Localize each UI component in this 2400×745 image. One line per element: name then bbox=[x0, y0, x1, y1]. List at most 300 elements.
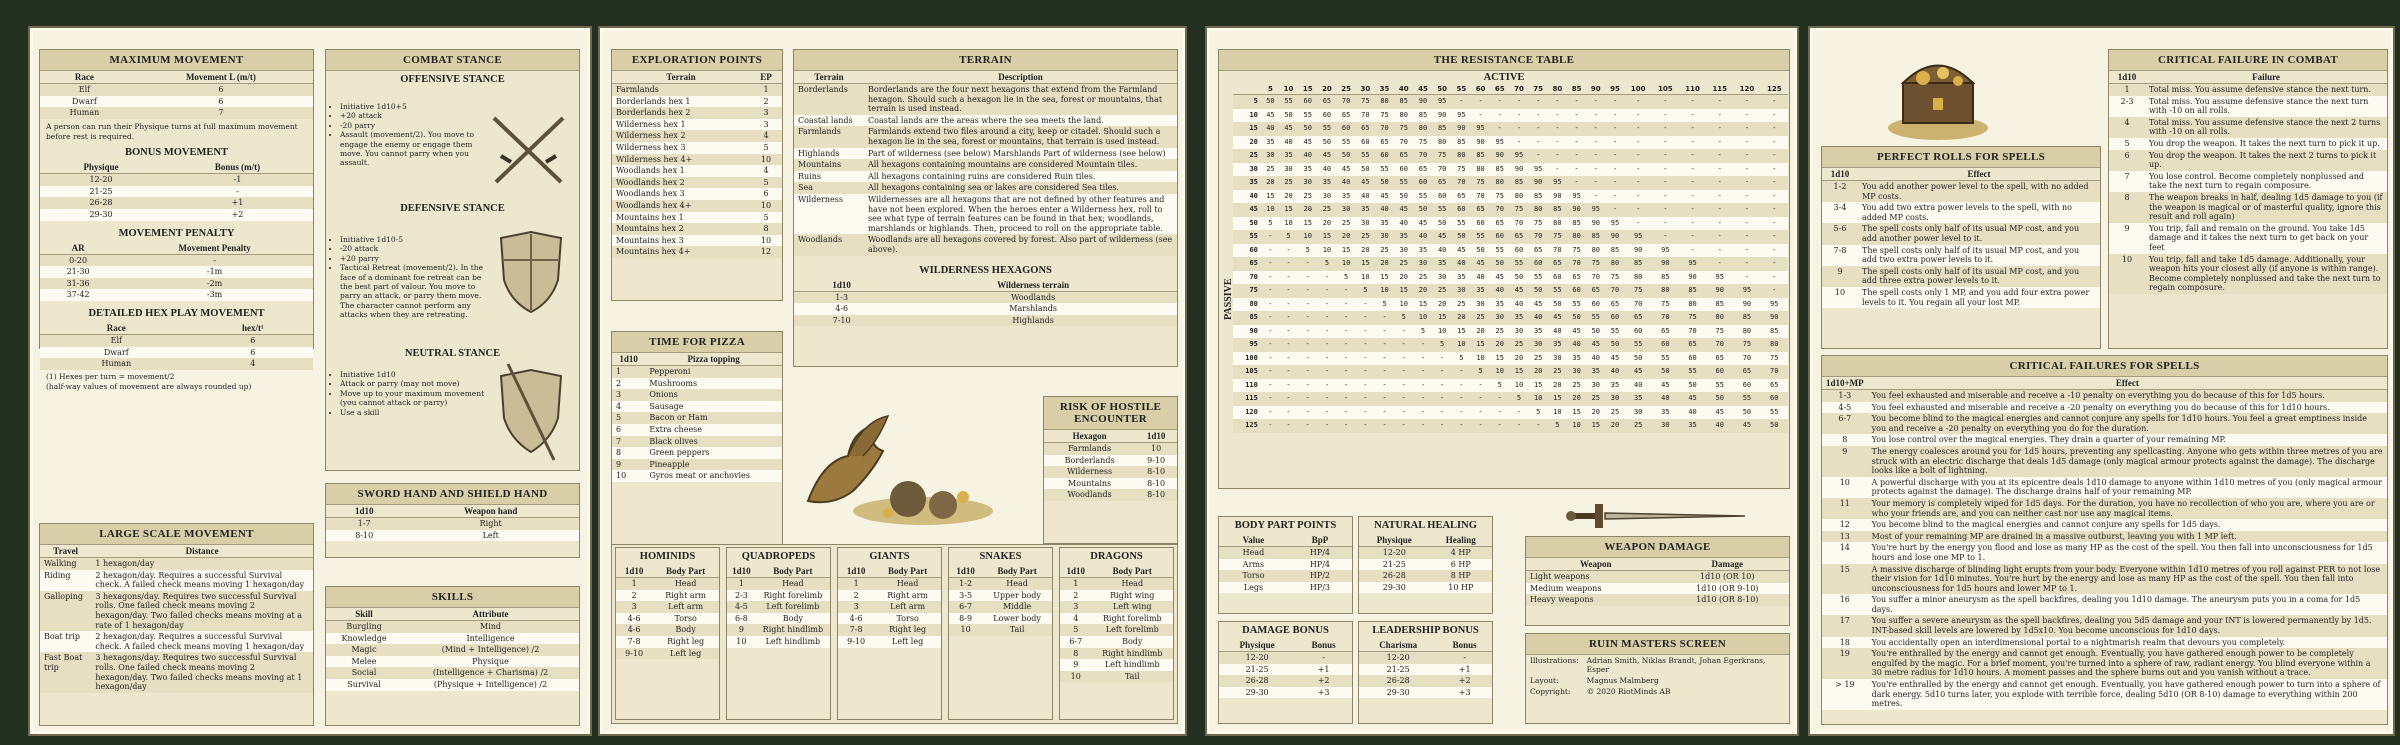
table-cell: 50 bbox=[1706, 392, 1733, 406]
table-cell: 15 bbox=[1317, 230, 1336, 244]
giants-table bbox=[838, 565, 941, 648]
table-cell: 40 bbox=[1279, 136, 1298, 150]
col-header: Terrain bbox=[612, 71, 750, 84]
table-cell: 65 bbox=[1433, 176, 1452, 190]
table-cell: 30 bbox=[1394, 244, 1413, 258]
table-row bbox=[1359, 652, 1492, 664]
table-cell: 20 bbox=[1509, 352, 1528, 366]
table-cell: 80 bbox=[1529, 203, 1548, 217]
table-cell: 6-7 bbox=[1822, 413, 1868, 434]
table-cell: 65 bbox=[1625, 311, 1652, 325]
table-row bbox=[1822, 413, 2387, 434]
table-cell: - bbox=[1279, 392, 1298, 406]
resistance-block bbox=[1218, 49, 1790, 489]
table-cell: - bbox=[1433, 365, 1452, 379]
col-header: Bonus bbox=[1437, 639, 1492, 652]
table-cell: Farmlands bbox=[612, 84, 750, 96]
table-cell: 25 bbox=[1394, 257, 1413, 271]
table-cell: - bbox=[1509, 109, 1528, 123]
table-cell: 65 bbox=[1706, 352, 1733, 366]
table-cell: 1 bbox=[1060, 578, 1092, 590]
body-points-block bbox=[1218, 516, 1353, 614]
table-cell: 60 bbox=[1452, 203, 1471, 217]
table-cell: 80 bbox=[1509, 190, 1528, 204]
table-cell: 1d10 (OR 9-10) bbox=[1666, 583, 1789, 595]
table-cell: 95 bbox=[1452, 109, 1471, 123]
table-cell: - bbox=[162, 186, 313, 198]
table-cell: - bbox=[1298, 365, 1317, 379]
table-cell: 35 bbox=[1413, 244, 1432, 258]
table-cell: Right hindlimb bbox=[756, 624, 830, 636]
table-cell: - bbox=[1605, 95, 1624, 109]
table-cell: 90 bbox=[1733, 298, 1760, 312]
table-cell: (Physique + Intelligence) /2 bbox=[402, 679, 579, 691]
table-row bbox=[612, 177, 782, 189]
table-cell: 55 bbox=[1625, 338, 1652, 352]
list-item: • Initiative 1d10-5 bbox=[340, 235, 486, 244]
table-row bbox=[1526, 594, 1789, 606]
table-cell: - bbox=[1356, 311, 1375, 325]
table-cell: - bbox=[1437, 652, 1492, 664]
table-cell: 90 bbox=[1761, 311, 1788, 325]
table-cell: Head bbox=[1092, 578, 1173, 590]
table-cell: 8 bbox=[2109, 192, 2145, 223]
table-cell: - bbox=[1509, 136, 1528, 150]
table-cell: Left leg bbox=[652, 648, 719, 660]
credits-table bbox=[1526, 655, 1789, 697]
hex-play-table bbox=[40, 322, 313, 370]
table-cell: 40 bbox=[1471, 271, 1490, 285]
col-header: 85 bbox=[1567, 84, 1586, 95]
table-cell: - bbox=[1652, 149, 1679, 163]
table-cell: 35 bbox=[1233, 176, 1262, 190]
table-cell: - bbox=[1706, 230, 1733, 244]
table-cell: 25 bbox=[1375, 244, 1394, 258]
table-cell: - bbox=[1529, 136, 1548, 150]
col-header: Movement Penalty bbox=[116, 242, 313, 255]
table-row bbox=[1822, 542, 2387, 563]
table-cell: - bbox=[1317, 352, 1336, 366]
table-cell: 70 bbox=[1652, 311, 1679, 325]
table-cell: - bbox=[1317, 379, 1336, 393]
table-cell: HP/2 bbox=[1288, 570, 1352, 582]
table-cell: 85 bbox=[1586, 230, 1605, 244]
table-cell: 70 bbox=[1356, 109, 1375, 123]
table-cell: 55 bbox=[1761, 406, 1788, 420]
table-cell: - bbox=[1317, 406, 1336, 420]
table-cell: 75 bbox=[1233, 284, 1262, 298]
table-cell: - bbox=[1761, 109, 1788, 123]
table-cell: Total miss. You assume defensive stance the next 2 turns with -10 on all rolls. bbox=[2145, 117, 2387, 138]
table-row bbox=[1822, 531, 2387, 543]
table-cell: 15 bbox=[1529, 379, 1548, 393]
table-cell: Magic bbox=[326, 644, 402, 656]
table-cell: 40 bbox=[1706, 419, 1733, 433]
table-cell: 30 bbox=[1262, 149, 1279, 163]
table-cell: - bbox=[1761, 95, 1788, 109]
table-cell: - bbox=[1433, 379, 1452, 393]
col-header: 115 bbox=[1706, 84, 1733, 95]
resistance-passive-label: PASSIVE bbox=[1223, 278, 1234, 320]
table-cell: 10 bbox=[1262, 203, 1279, 217]
table-cell: - bbox=[1433, 392, 1452, 406]
table-cell: Woodlands hex 4+ bbox=[612, 200, 750, 212]
table-cell: 60 bbox=[1652, 338, 1679, 352]
table-cell: 5-6 bbox=[1822, 223, 1858, 244]
table-cell: 75 bbox=[1394, 122, 1413, 136]
table-cell: You add two extra power levels to the spell, with no added MP costs. bbox=[1858, 202, 2100, 223]
table-cell: 35 bbox=[1337, 190, 1356, 204]
table-cell: 35 bbox=[1490, 298, 1509, 312]
table-cell: 45 bbox=[1706, 406, 1733, 420]
table-cell: +1 bbox=[162, 197, 313, 209]
table-cell: 4-6 bbox=[616, 613, 652, 625]
table-cell: 50 bbox=[1375, 176, 1394, 190]
table-cell: 7 bbox=[129, 107, 313, 119]
table-cell: 5 bbox=[750, 212, 782, 224]
table-cell: - bbox=[1337, 406, 1356, 420]
table-cell: - bbox=[1298, 392, 1317, 406]
table-cell: Head bbox=[982, 578, 1052, 590]
table-cell: 30 bbox=[1529, 338, 1548, 352]
table-cell: +2 bbox=[162, 209, 313, 221]
table-cell: 5 bbox=[1337, 271, 1356, 285]
table-cell: 35 bbox=[1509, 311, 1528, 325]
table-cell: 80 bbox=[1471, 163, 1490, 177]
table-cell: Right arm bbox=[874, 590, 941, 602]
table-cell: 70 bbox=[1490, 203, 1509, 217]
table-cell: 55 bbox=[1652, 352, 1679, 366]
col-header: 1d10 bbox=[2109, 71, 2145, 84]
table-cell: You feel exhausted and miserable and receive a -10 penalty on everything you do because of this for 1d5 hours. bbox=[1868, 390, 2387, 402]
table-cell: 90 bbox=[1548, 190, 1567, 204]
table-cell: 40 bbox=[1356, 190, 1375, 204]
table-cell: - bbox=[1652, 136, 1679, 150]
table-cell: - bbox=[1279, 365, 1298, 379]
table-cell: 8 bbox=[1060, 648, 1092, 660]
table-cell: 65 bbox=[1452, 190, 1471, 204]
table-cell: Wilderness hex 1 bbox=[612, 119, 750, 131]
table-cell: 50 bbox=[1652, 365, 1679, 379]
table-cell: - bbox=[1262, 271, 1279, 285]
hex-play-note-2: (half-way values of movement are always rounded up) bbox=[46, 381, 252, 391]
table-cell: 4-5 bbox=[727, 601, 756, 613]
table-cell: 21-25 bbox=[1219, 664, 1295, 676]
table-cell: - bbox=[1262, 230, 1279, 244]
table-cell: The spell costs only half of its usual MP cost, and you add another power level to it. bbox=[1858, 223, 2100, 244]
snakes-title: SNAKES bbox=[979, 551, 1022, 562]
table-row bbox=[1233, 379, 1788, 393]
table-cell: - bbox=[1706, 136, 1733, 150]
table-cell: 70 bbox=[1509, 217, 1528, 231]
table-cell: 29-30 bbox=[1359, 687, 1437, 699]
table-cell: - bbox=[1356, 298, 1375, 312]
table-cell: 75 bbox=[1452, 163, 1471, 177]
list-item: • Initiative 1d10 bbox=[340, 370, 486, 379]
table-row bbox=[612, 401, 782, 413]
table-row bbox=[949, 613, 1052, 625]
table-cell: 65 bbox=[1567, 271, 1586, 285]
table-cell: 10 bbox=[2109, 254, 2145, 294]
table-row bbox=[326, 679, 579, 691]
table-cell: - bbox=[1548, 122, 1567, 136]
table-cell: 8-10 bbox=[326, 530, 402, 542]
table-cell: 95 bbox=[1233, 338, 1262, 352]
table-cell: 95 bbox=[1605, 217, 1624, 231]
table-cell: 5 bbox=[1490, 379, 1509, 393]
table-cell: Body bbox=[1092, 636, 1173, 648]
table-cell: 25 bbox=[1279, 176, 1298, 190]
table-cell: 25 bbox=[1433, 284, 1452, 298]
table-cell: 50 bbox=[1490, 257, 1509, 271]
table-cell: 40 bbox=[1509, 298, 1528, 312]
table-cell: Burgling bbox=[326, 621, 402, 633]
table-cell: 10 bbox=[612, 470, 645, 482]
table-cell: - bbox=[1625, 136, 1652, 150]
table-cell: - bbox=[1706, 149, 1733, 163]
terrain-title: TERRAIN bbox=[794, 50, 1177, 71]
table-cell: 60 bbox=[1605, 311, 1624, 325]
table-cell: - bbox=[1761, 149, 1788, 163]
table-row bbox=[40, 96, 313, 108]
table-cell: 4-5 bbox=[1822, 402, 1868, 414]
table-cell: 35 bbox=[1471, 284, 1490, 298]
table-row bbox=[612, 212, 782, 224]
table-cell: 60 bbox=[1567, 284, 1586, 298]
table-cell: 55 bbox=[1567, 298, 1586, 312]
table-cell: Head bbox=[652, 578, 719, 590]
table-row bbox=[1060, 648, 1173, 660]
table-cell: 26-28 bbox=[1359, 570, 1430, 582]
table-cell: Onions bbox=[645, 389, 782, 401]
table-cell: 35 bbox=[1567, 352, 1586, 366]
col-header: Movement L (m/t) bbox=[129, 71, 313, 84]
table-cell: - bbox=[1490, 109, 1509, 123]
table-cell: 30 bbox=[1652, 419, 1679, 433]
table-cell: 6 bbox=[612, 424, 645, 436]
table-cell: 40 bbox=[1298, 149, 1317, 163]
table-cell: Right wing bbox=[1092, 590, 1173, 602]
table-cell: 80 bbox=[1706, 311, 1733, 325]
table-cell: 70 bbox=[1413, 149, 1432, 163]
table-cell: 10 bbox=[750, 200, 782, 212]
weapon-damage-table bbox=[1526, 558, 1789, 606]
leadership-block bbox=[1358, 621, 1493, 724]
table-cell: 3 bbox=[750, 107, 782, 119]
resistance-active-label: ACTIVE bbox=[1483, 72, 1525, 83]
table-cell: 125 bbox=[1233, 419, 1262, 433]
table-row bbox=[1822, 287, 2100, 308]
table-cell: 95 bbox=[1433, 95, 1452, 109]
table-row bbox=[1060, 659, 1173, 671]
col-header: 70 bbox=[1509, 84, 1528, 95]
col-header: Physique bbox=[1219, 639, 1295, 652]
list-item: • -20 parry bbox=[340, 121, 476, 130]
shield-icon bbox=[496, 230, 566, 315]
table-cell: - bbox=[1317, 365, 1336, 379]
snakes-block bbox=[948, 547, 1053, 720]
table-cell: 65 bbox=[1490, 217, 1509, 231]
table-cell: - bbox=[1605, 136, 1624, 150]
table-cell: 10 bbox=[750, 154, 782, 166]
table-cell: - bbox=[1586, 95, 1605, 109]
col-header: 125 bbox=[1761, 84, 1788, 95]
table-cell: - bbox=[1586, 190, 1605, 204]
table-cell: 60 bbox=[1586, 298, 1605, 312]
table-cell: 60 bbox=[1298, 95, 1317, 109]
col-header: Body Part bbox=[652, 565, 719, 578]
table-cell: All hexagons containing sea or lakes are considered Sea tiles. bbox=[864, 182, 1177, 194]
table-row bbox=[612, 389, 782, 401]
table-cell: Ruins bbox=[794, 171, 864, 183]
col-header: 95 bbox=[1605, 84, 1624, 95]
table-cell: 95 bbox=[1586, 203, 1605, 217]
snakes-table bbox=[949, 565, 1052, 636]
table-cell: - bbox=[1375, 392, 1394, 406]
table-cell: 95 bbox=[1706, 271, 1733, 285]
table-cell: 3 hexagons/day. Requires two successful Survival rolls. One failed check means moving 2 hexagon/day. Two failed checks means moving at a rate of 1 hexagon/day bbox=[91, 591, 313, 631]
table-cell: 7-8 bbox=[1822, 245, 1858, 266]
table-cell: - bbox=[1471, 419, 1490, 433]
table-cell: 55 bbox=[1298, 109, 1317, 123]
table-cell: 75 bbox=[1625, 284, 1652, 298]
table-cell: - bbox=[1679, 203, 1706, 217]
table-cell: - bbox=[1586, 176, 1605, 190]
table-cell: 4-6 bbox=[616, 624, 652, 636]
table-row bbox=[1044, 489, 1177, 501]
table-cell: Left bbox=[402, 530, 579, 542]
table-cell: 55 bbox=[1548, 284, 1567, 298]
table-cell: Pepperoni bbox=[645, 366, 782, 378]
perfect-spells-table bbox=[1822, 168, 2100, 308]
table-cell: 20 bbox=[1433, 298, 1452, 312]
hex-play-note bbox=[40, 370, 313, 395]
table-cell: 15 bbox=[1452, 325, 1471, 339]
table-cell: 25 bbox=[1548, 365, 1567, 379]
table-cell: 55 bbox=[1394, 176, 1413, 190]
table-cell: 30 bbox=[1279, 163, 1298, 177]
table-cell: 25 bbox=[1452, 298, 1471, 312]
screen-panel-3 bbox=[1207, 28, 1797, 734]
table-row bbox=[2109, 96, 2387, 117]
dragons-title: DRAGONS bbox=[1090, 551, 1143, 562]
table-cell: 40 bbox=[1413, 230, 1432, 244]
table-cell: 8-10 bbox=[1135, 489, 1177, 501]
table-cell: - bbox=[1394, 419, 1413, 433]
table-cell: 20 bbox=[1317, 217, 1336, 231]
table-cell: 1 bbox=[750, 84, 782, 96]
table-cell: 4 bbox=[612, 401, 645, 413]
table-cell: - bbox=[1337, 338, 1356, 352]
screen-panel-1 bbox=[30, 28, 590, 734]
table-cell: - bbox=[1413, 338, 1432, 352]
table-cell: 35 bbox=[1298, 163, 1317, 177]
table-cell: Mountains hex 1 bbox=[612, 212, 750, 224]
table-cell: 20 bbox=[1452, 311, 1471, 325]
table-row bbox=[794, 315, 1177, 327]
table-cell: 35 bbox=[1394, 230, 1413, 244]
table-cell: 90 bbox=[1490, 149, 1509, 163]
table-cell: - bbox=[1567, 149, 1586, 163]
table-cell: - bbox=[1733, 271, 1760, 285]
table-row bbox=[1233, 406, 1788, 420]
table-row bbox=[326, 633, 579, 645]
table-cell: You trip, fall and take 1d5 damage. Additionally, your weapon hits your closest ally (if anyone is within range). Become completely nonplussed and take the next turn to regain composure. bbox=[2145, 254, 2387, 294]
table-cell: 45 bbox=[1279, 122, 1298, 136]
table-cell: 9 bbox=[1822, 446, 1868, 477]
table-cell: 25 bbox=[1605, 406, 1624, 420]
large-scale-table bbox=[40, 545, 313, 693]
table-cell: 95 bbox=[1490, 136, 1509, 150]
table-cell: 4-6 bbox=[794, 303, 889, 315]
table-row bbox=[794, 171, 1177, 183]
quadropeds-table bbox=[727, 565, 830, 648]
table-cell: 5 bbox=[1233, 95, 1262, 109]
table-cell: - bbox=[1337, 419, 1356, 433]
table-cell: 8 bbox=[612, 447, 645, 459]
table-cell: 75 bbox=[1509, 203, 1528, 217]
table-row bbox=[616, 624, 719, 636]
table-cell: 8 HP bbox=[1430, 570, 1492, 582]
col-header: 1d10 bbox=[949, 565, 982, 578]
table-cell: 95 bbox=[1652, 244, 1679, 258]
table-cell: 9 bbox=[2109, 223, 2145, 254]
table-cell: 3 bbox=[838, 601, 874, 613]
table-cell: 50 bbox=[1567, 311, 1586, 325]
pizza-table bbox=[612, 353, 782, 482]
table-cell: - bbox=[1413, 419, 1432, 433]
table-cell: 85 bbox=[1433, 122, 1452, 136]
table-cell: 10 bbox=[1822, 287, 1858, 308]
table-row bbox=[1822, 266, 2100, 287]
table-cell: Lower body bbox=[982, 613, 1052, 625]
table-cell: Illustrations: bbox=[1530, 656, 1579, 665]
table-cell: Social bbox=[326, 667, 402, 679]
table-cell: 2 hexagon/day. Requires a successful Survival check. A failed check means moving 1 hexagon/day bbox=[91, 570, 313, 591]
table-cell: 37-42 bbox=[40, 289, 116, 301]
col-header: Hexagon bbox=[1044, 430, 1135, 443]
dragons-block bbox=[1059, 547, 1174, 720]
table-cell: © 2020 RiotMinds AB bbox=[1586, 687, 1671, 696]
table-cell: - bbox=[1279, 352, 1298, 366]
col-header: 55 bbox=[1452, 84, 1471, 95]
col-header: Bonus bbox=[1295, 639, 1352, 652]
table-cell: Adrian Smith, Niklas Brandt, Johan Egerkrans, Esper bbox=[1586, 656, 1766, 674]
table-cell: The spell costs only 1 MP, and you add four extra power levels to it. You regain all your lost MP. bbox=[1858, 287, 2100, 308]
hominids-table bbox=[616, 565, 719, 659]
table-cell: Torso bbox=[1219, 570, 1288, 582]
table-row bbox=[1822, 245, 2100, 266]
table-cell: 20 bbox=[1337, 230, 1356, 244]
table-cell: - bbox=[1625, 122, 1652, 136]
table-cell: 8-9 bbox=[949, 613, 982, 625]
table-cell: - bbox=[1586, 149, 1605, 163]
table-cell: 40 bbox=[1452, 257, 1471, 271]
table-cell: Light weapons bbox=[1526, 571, 1666, 583]
table-cell: 120 bbox=[1233, 406, 1262, 420]
col-header: 20 bbox=[1317, 84, 1336, 95]
table-cell: 90 bbox=[1471, 136, 1490, 150]
table-cell: 65 bbox=[1761, 379, 1788, 393]
col-header: Description bbox=[864, 71, 1177, 84]
table-row bbox=[1233, 95, 1788, 109]
table-row bbox=[612, 142, 782, 154]
table-cell: 60 bbox=[1679, 352, 1706, 366]
table-cell: 30 bbox=[1452, 284, 1471, 298]
table-cell: 25 bbox=[1356, 230, 1375, 244]
col-header bbox=[1233, 84, 1262, 95]
sword-icon bbox=[1565, 496, 1755, 536]
